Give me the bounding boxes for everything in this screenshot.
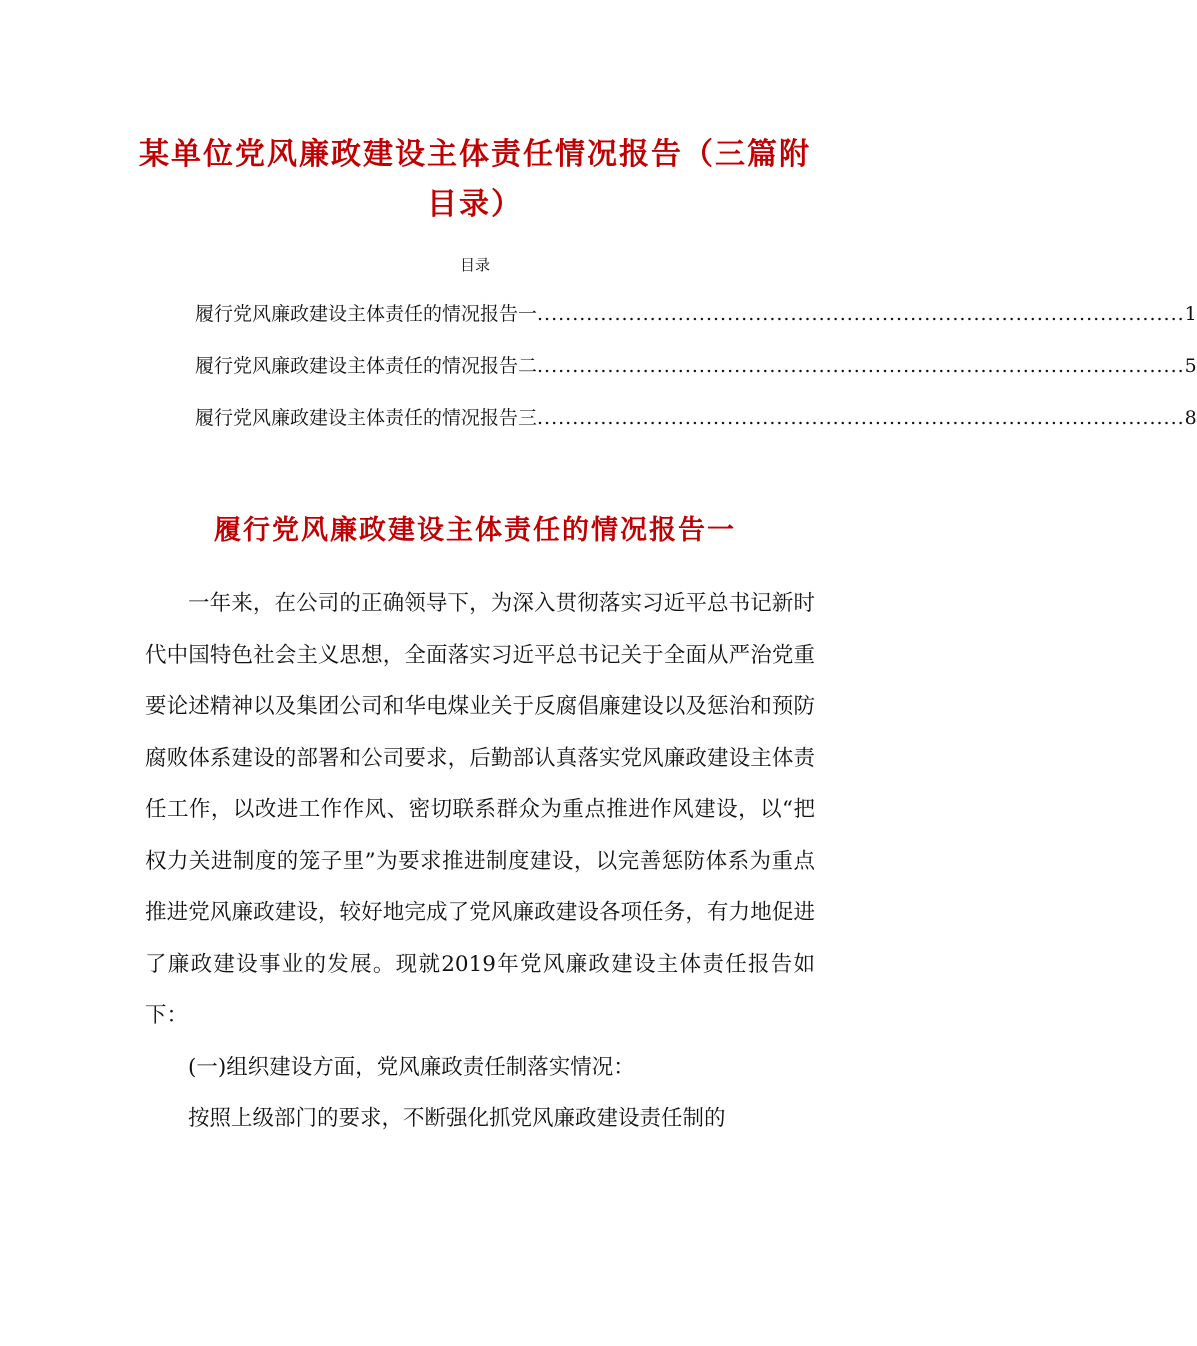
toc-item-label: 履行党风廉政建设主体责任的情况报告一 [195, 303, 538, 325]
toc-item-page: 5 [1184, 355, 1197, 377]
toc-heading: 目录 [459, 256, 490, 274]
toc-item-label: 履行党风廉政建设主体责任的情况报告二 [195, 355, 538, 377]
document-title: 某单位党风廉政建设主体责任情况报告（三篇附目录） [139, 137, 811, 222]
table-of-contents [195, 282, 1197, 438]
toc-leader-dots: ............................................................................................ [537, 303, 1185, 325]
section-title: 履行党风廉政建设主体责任的情况报告一 [214, 515, 736, 546]
body-text [145, 578, 815, 1145]
toc-item-label: 履行党风廉政建设主体责任的情况报告三 [195, 407, 538, 429]
toc-item[interactable] [195, 282, 1197, 334]
toc-leader-dots: ............................................................................................ [537, 355, 1185, 377]
toc-item[interactable] [195, 386, 1197, 438]
body-paragraph: (一)组织建设方面，党风廉政责任制落实情况： [188, 1054, 635, 1080]
toc-leader-dots: ............................................................................................ [537, 407, 1185, 429]
toc-item[interactable] [195, 334, 1197, 386]
body-paragraph: 按照上级部门的要求，不断强化抓党风廉政建设责任制的 [188, 1106, 726, 1131]
toc-item-page: 8 [1184, 407, 1197, 429]
body-paragraph: 一年来，在公司的正确领导下，为深入贯彻落实习近平总书记新时代中国特色社会主义思想，全面落实习近平总书记关于全面从严治党重要论述精神以及集团公司和华电煤业关于反腐倡廉建设以及惩治和预防腐败体系建设的部署和公司要求，后勤部认真落实党风廉政建设主体责任工作，以改进工作作风、密切联系群众为重点推进作风建设，以“把权力关进制度的笼子里”为要求推进制度建设，以完善惩防体系为重点推进党风廉政建设，较好地完成了党风廉政建设各项任务，有力地促进了廉政建设事业的发展。现就2019年党风廉政建设主体责任报告如下： [145, 591, 815, 1028]
toc-item-page: 1 [1184, 303, 1197, 325]
